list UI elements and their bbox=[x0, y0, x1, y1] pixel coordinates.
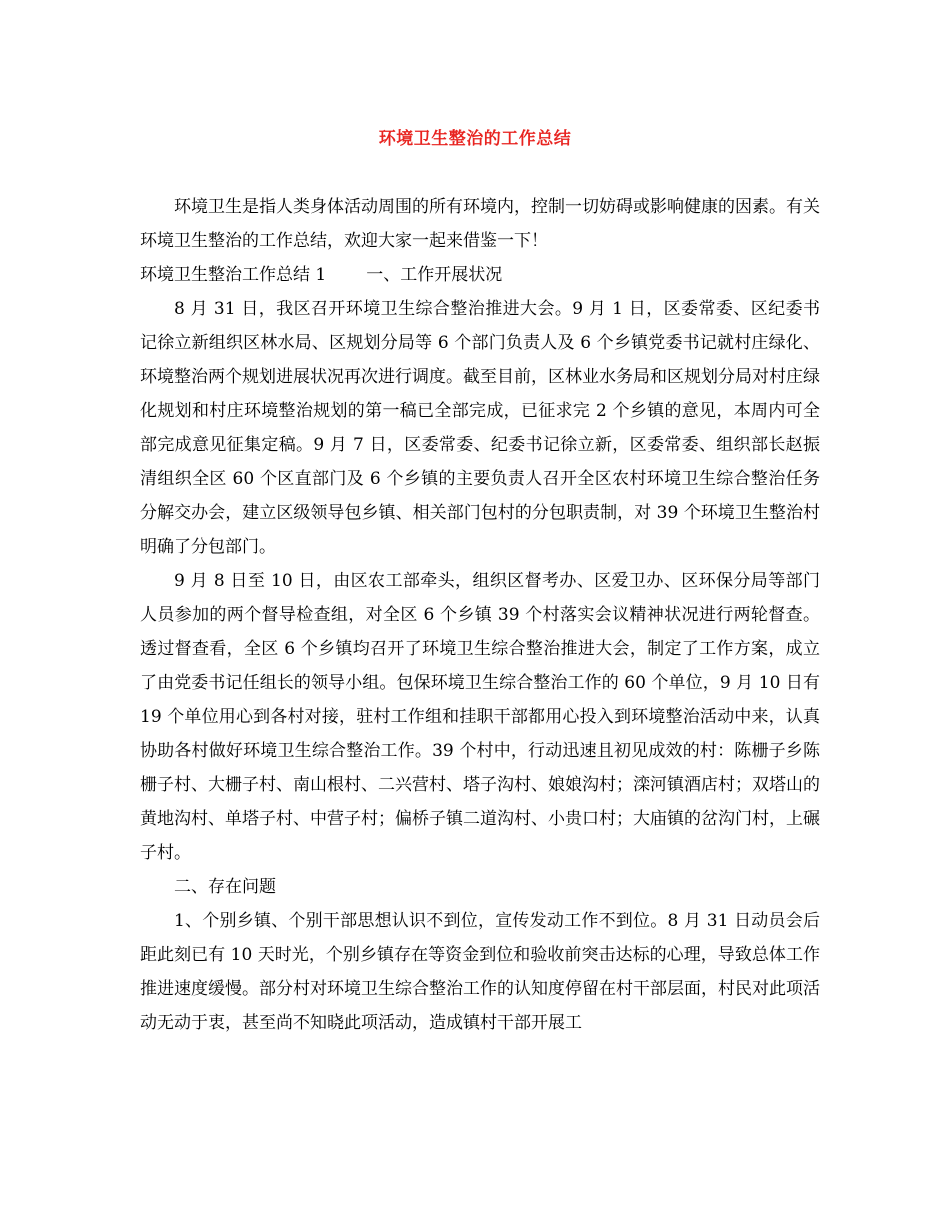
intro-paragraph: 环境卫生是指人类身体活动周围的所有环境内，控制一切妨碍或影响健康的因素。有关环境卫生整治的工作总结，欢迎大家一起来借鉴一下！ bbox=[140, 197, 820, 251]
document-title: 环境卫生整治的工作总结 bbox=[378, 129, 572, 149]
section-heading-1: 一、工作开展状况 bbox=[366, 265, 503, 285]
paragraph-2: 9 月 8 日至 10 日，由区农工部牵头，组织区督考办、区爱卫办、区环保分局等部门人员参加的两个督导检查组，对全区 6 个乡镇 39 个村落实会议精神状况进行两轮督查。透过督查看，全区 6 个乡镇均召开了环境卫生综合整治推进大会，制定了工作方案，成立了由党委书记任组长的领导小组。包保环境卫生综合整治工作的 60 个单位，9 月 10 日有 19 个单位用心到各村对接，驻村工作组和挂职干部都用心投入到环境整治活动中来，认真协助各村做好环境卫生综合整治工作。39 个村中，行动迅速且初见成效的村：陈栅子乡陈栅子村、大栅子村、南山根村、二兴营村、塔子沟村、娘娘沟村；滦河镇酒店村；双塔山的黄地沟村、单塔子村、中营子村；偏桥子镇二道沟村、小贵口村；大庙镇的岔沟门村，上碾子村。 bbox=[140, 571, 820, 863]
paragraph-3: 1、个别乡镇、个别干部思想认识不到位，宣传发动工作不到位。8 月 31 日动员会后距此刻已有 10 天时光，个别乡镇存在等资金到位和验收前突击达标的心理，导致总体工作推进速度缓慢。部分村对环境卫生综合整治工作的认知度停留在村干部层面，村民对此项活动无动于衷，甚至尚不知晓此项活动，造成镇村干部开展工 bbox=[140, 911, 820, 1033]
section-heading-2: 二、存在问题 bbox=[174, 877, 276, 897]
paragraph-1: 8 月 31 日，我区召开环境卫生综合整治推进大会。9 月 1 日，区委常委、区纪委书记徐立新组织区林水局、区规划分局等 6 个部门负责人及 6 个乡镇党委书记就村庄绿化、环境整治两个规划进展状况再次进行调度。截至目前，区林业水务局和区规划分局对村庄绿化规划和村庄环境整治规划的第一稿已全部完成，已征求完 2 个乡镇的意见，本周内可全部完成意见征集定稿。9 月 7 日，区委常委、纪委书记徐立新，区委常委、组织部长赵振清组织全区 60 个区直部门及 6 个乡镇的主要负责人召开全区农村环境卫生综合整治任务分解交办会，建立区级领导包乡镇、相关部门包村的分包职责制，对 39 个环境卫生整治村明确了分包部门。 bbox=[140, 299, 820, 557]
summary-label: 环境卫生整治工作总结 1 bbox=[140, 265, 327, 285]
summary-heading-line bbox=[140, 258, 820, 292]
document-body bbox=[140, 190, 820, 1040]
